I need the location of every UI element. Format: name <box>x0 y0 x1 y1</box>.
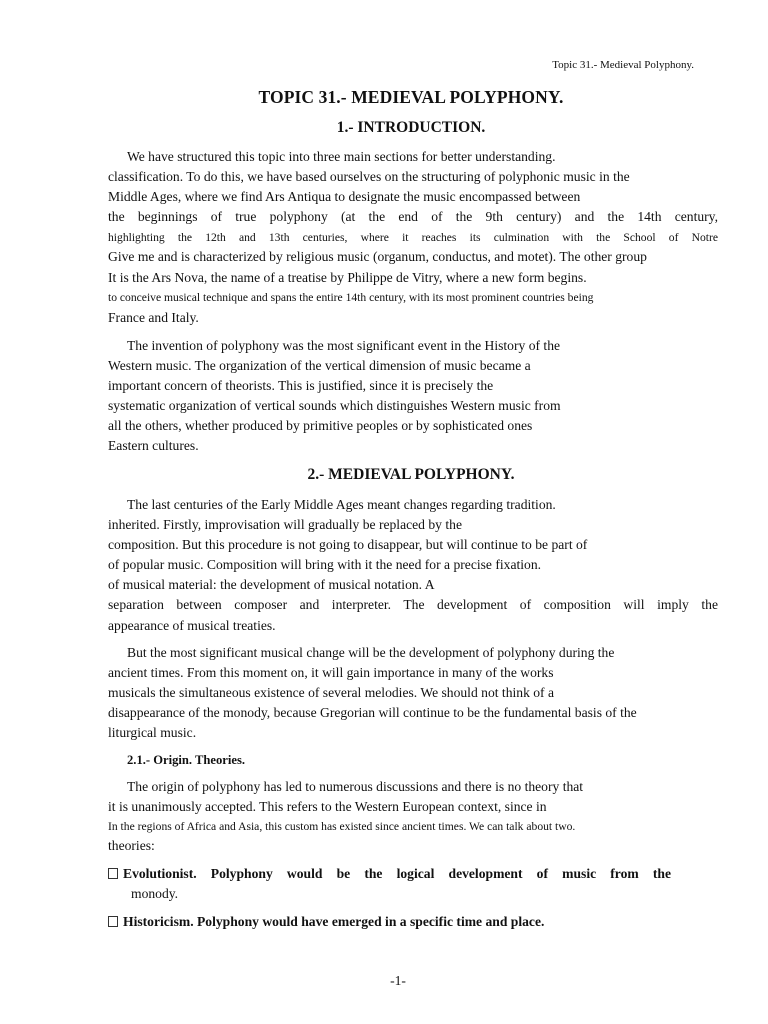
paragraph-line: Western music. The organization of the vertical dimension of music became a <box>108 358 531 373</box>
paragraph-line: inherited. Firstly, improvisation will gradually be replaced by the <box>108 517 462 532</box>
paragraph-line: theories: <box>108 838 155 853</box>
paragraph-line: appearance of musical treaties. <box>108 618 276 633</box>
paragraph-line: classification. To do this, we have based ourselves on the structuring of polyphonic music in the <box>108 169 630 184</box>
paragraph-line: The origin of polyphony has led to numerous discussions and there is no theory that <box>127 779 584 794</box>
bullet-text: Historicism. Polyphony would have emerged in a specific time and place. <box>123 914 545 929</box>
bullet-item <box>108 913 671 931</box>
paragraph-line: In the regions of Africa and Asia, this custom has existed since ancient times. We can talk about two. <box>108 820 576 833</box>
paragraph-line: musicals the simultaneous existence of several melodies. We should not think of a <box>108 685 555 700</box>
document-title: TOPIC 31.- MEDIEVAL POLYPHONY. <box>258 87 564 107</box>
paragraph-line: of musical material: the development of musical notation. A <box>108 577 435 592</box>
paragraph-line: of popular music. Composition will bring with it the need for a precise fixation. <box>108 557 542 572</box>
paragraph-line: liturgical music. <box>108 725 197 740</box>
subsection-heading: 2.1.- Origin. Theories. <box>127 753 246 767</box>
paragraph-line: composition. But this procedure is not going to disappear, but will continue to be part of <box>108 537 588 552</box>
paragraph-line: important concern of theorists. This is justified, since it is precisely the <box>108 378 494 393</box>
section-heading-medieval-polyphony: 2.- MEDIEVAL POLYPHONY. <box>307 466 515 483</box>
running-header: Topic 31.- Medieval Polyphony. <box>552 59 694 71</box>
paragraph-line: Give me and is characterized by religious music (organum, conductus, and motet). The other group <box>108 249 647 264</box>
paragraph-line: Middle Ages, where we find Ars Antiqua to designate the music encompassed between <box>108 189 581 204</box>
paragraph-line: We have structured this topic into three main sections for better understanding. <box>127 149 556 164</box>
paragraph-line: it is unanimously accepted. This refers to the Western European context, since in <box>108 799 547 814</box>
paragraph-line: But the most significant musical change will be the development of polyphony during the <box>127 645 615 660</box>
bullet-item <box>108 865 671 883</box>
paragraph-line: The invention of polyphony was the most significant event in the History of the <box>127 338 561 353</box>
checkbox-bullet-icon <box>108 868 118 879</box>
bullet-continuation: monody. <box>131 886 179 901</box>
paragraph-line: the beginnings of true polyphony (at the end of the 9th century) and the 14th century, <box>108 209 718 224</box>
paragraph-line: Eastern cultures. <box>108 438 199 453</box>
paragraph-line: France and Italy. <box>108 310 199 325</box>
paragraph-line: ancient times. From this moment on, it will gain importance in many of the works <box>108 665 554 680</box>
paragraph-line: highlighting the 12th and 13th centuries, where it reaches its culmination with the School of Notre <box>108 231 718 244</box>
bullet-text: Evolutionist. Polyphony would be the logical development of music from the <box>123 866 671 881</box>
paragraph-line: separation between composer and interpreter. The development of composition will imply the <box>108 597 718 612</box>
paragraph-line: disappearance of the monody, because Gregorian will continue to be the fundamental basis of the <box>108 705 637 720</box>
page-number: -1- <box>390 973 406 988</box>
paragraph-line: to conceive musical technique and spans the entire 14th century, with its most prominent countries being <box>108 291 594 304</box>
paragraph-line: systematic organization of vertical sounds which distinguishes Western music from <box>108 398 561 413</box>
paragraph-line: The last centuries of the Early Middle Ages meant changes regarding tradition. <box>127 497 556 512</box>
section-heading-introduction: 1.- INTRODUCTION. <box>336 119 486 136</box>
paragraph-line: all the others, whether produced by primitive peoples or by sophisticated ones <box>108 418 533 433</box>
paragraph-line: It is the Ars Nova, the name of a treatise by Philippe de Vitry, where a new form begins. <box>108 270 587 285</box>
checkbox-bullet-icon <box>108 916 118 927</box>
